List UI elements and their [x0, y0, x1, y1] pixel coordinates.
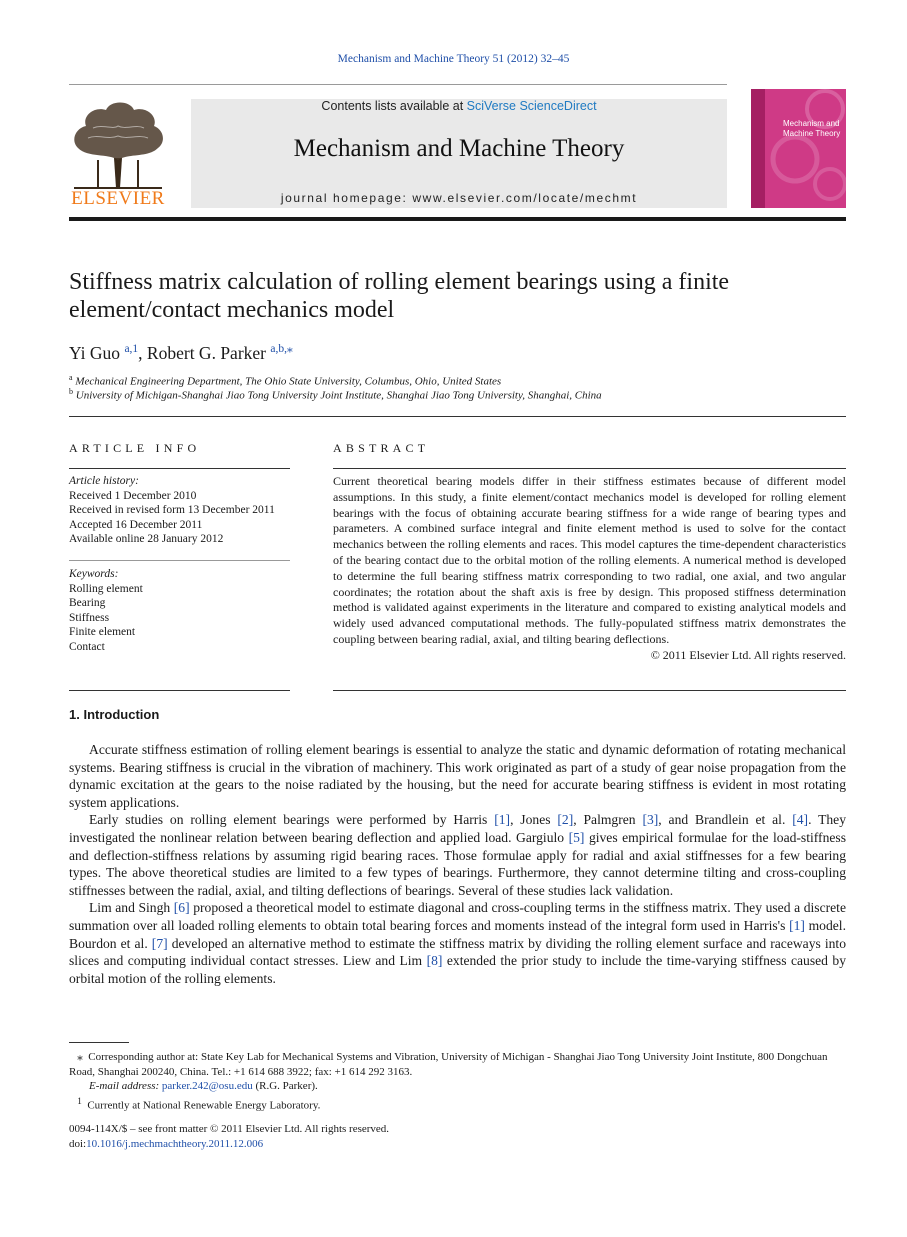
text-run: , and Brandlein et al.	[658, 812, 793, 828]
email-suffix: (R.G. Parker).	[252, 1080, 318, 1092]
affiliation	[69, 373, 501, 388]
citation-link[interactable]: [3]	[642, 812, 659, 828]
keyword: Rolling element	[69, 582, 143, 595]
journal-header	[191, 99, 727, 208]
divider	[69, 416, 846, 417]
paragraph	[69, 899, 846, 987]
abstract-text: Current theoretical bearing models differ in their stiffness estimates because of different model assumptions. In this study, a finite element/contact mechanics model is developed for rolling element bearings with the focus of obtaining accurate bearing stiffness for a wide range of bearing types and parameters. A combined surface integral and finite element method is used to solve for the contact mechanics between the rolling elements and races. This model captures the time-dependent characteristics of the bearing contact due to the orbital motion of the rolling elements. A numerical method is developed to determine the full bearing stiffness matrix corresponding to two radial, one axial, and two angular coordinates; the rotation about the shaft axis is free by design. This proposed stiffness determination method is validated against experiments in the literature and compared to existing analytical models and widely used advanced computational methods. The fully-populated stiffness matrix demonstrates the coupling between bearing radial, axial, and tilting bearing deflections.	[333, 474, 846, 646]
journal-citation[interactable]: Mechanism and Machine Theory 51 (2012) 32–45	[337, 53, 570, 65]
gear-pattern-icon	[765, 89, 846, 208]
article-history	[69, 474, 275, 547]
keyword: Contact	[69, 640, 105, 653]
journal-homepage	[191, 191, 727, 205]
keyword: Bearing	[69, 597, 106, 609]
journal-cover[interactable]	[751, 89, 846, 208]
divider	[69, 690, 290, 691]
footnote-rule	[69, 1042, 129, 1043]
text-run: proposed a theoretical model to estimate diagonal and cross-coupling terms in the stiffness matrix. They used a discrete summation over all loaded rolling elements to obtain total bearing forces and moments instead of the integral form used in Harris's	[69, 900, 846, 933]
affiliation-mark: a	[69, 373, 73, 382]
introduction-body	[69, 741, 846, 987]
history-item: Received 1 December 2010	[69, 489, 197, 502]
history-item: Available online 28 January 2012	[69, 533, 224, 545]
footnote-mark: ⁎	[77, 1051, 83, 1063]
abstract-body	[333, 474, 846, 664]
article-info-heading: ARTICLE INFO	[69, 441, 201, 455]
citation-link[interactable]: [5]	[568, 829, 585, 845]
email-label: E-mail address:	[89, 1080, 160, 1092]
header-thick-rule	[69, 217, 846, 221]
text-run: gives empirical formulae for the load-stiffness and deflection-stiffness relations by assuming rigid bearing races. Those formulae apply for radial and axial stiffnesses for a few bearing types. The above theoretical studies are limited to a few types of bearings. Furthermore, they cannot determine tilting and cross-coupling stiffnesses between the radial, axial, and tilting deflections of bearings. Several of these studies lack validation.	[69, 829, 846, 898]
elsevier-tree-icon	[68, 98, 168, 190]
article-title: Stiffness matrix calculation of rolling element bearings using a finite element/contact mechanics model	[69, 269, 730, 323]
citation-link[interactable]: [2]	[557, 812, 574, 828]
cover-spine	[751, 89, 765, 208]
keyword: Stiffness	[69, 611, 110, 624]
affiliation	[69, 387, 602, 402]
citation-link[interactable]: [1]	[494, 812, 511, 828]
sciverse-link[interactable]: SciVerse ScienceDirect	[466, 99, 597, 113]
history-item: Accepted 16 December 2011	[69, 518, 203, 531]
doi-block	[69, 1122, 389, 1151]
divider	[333, 690, 846, 691]
paragraph	[69, 811, 846, 899]
contents-line	[191, 99, 727, 113]
doi-label: doi:	[69, 1137, 87, 1150]
elsevier-logo[interactable]	[68, 98, 168, 210]
abstract-heading: ABSTRACT	[333, 441, 430, 455]
author-list	[69, 341, 293, 364]
divider	[69, 468, 290, 469]
author-name: Yi Guo	[69, 342, 121, 363]
history-label: Article history:	[69, 475, 139, 487]
keywords-label: Keywords:	[69, 568, 119, 580]
text-run: . They investigated the nonlinear relation between bearing deflection and applied load. Gargiulo	[69, 812, 846, 845]
elsevier-wordmark: ELSEVIER	[71, 188, 165, 209]
footnotes	[69, 1050, 846, 1113]
text-run: developed an alternative method to estimate the stiffness matrix by dividing the rolling element surface and raceways into slices and computing individual contact stresses. Liew and Lim	[69, 935, 846, 969]
abstract-copyright: © 2011 Elsevier Ltd. All rights reserved.	[650, 647, 846, 662]
journal-title: Mechanism and Machine Theory	[293, 135, 625, 162]
homepage-link[interactable]: www.elsevier.com/locate/mechmt	[412, 191, 638, 205]
section-heading: 1. Introduction	[69, 707, 160, 722]
header-rule	[69, 84, 727, 85]
footnote-corresponding	[69, 1050, 846, 1079]
keyword: Finite element	[69, 626, 136, 638]
paragraph: Accurate stiffness estimation of rolling element bearings is essential to analyze the static and dynamic deformation of rotating mechanical systems. Bearing stiffness is crucial in the vibration of machinery. This work originated as part of a study of gear noise propagation from the dynamic excitation at the gears to the noise radiated by the housing, but the need for accurate bearing stiffness is evident in most rotating system applications.	[69, 742, 846, 810]
text-run: , Palmgren	[573, 812, 643, 828]
author-name: Robert G. Parker	[146, 342, 266, 363]
footnote-email	[69, 1079, 846, 1094]
text-run: extended the prior study to include the time-varying stiffness caused by orbital motion of the rolling elements.	[69, 953, 846, 986]
citation-link[interactable]: [8]	[426, 953, 443, 969]
issn-line: 0094-114X/$ – see front matter © 2011 Elsevier Ltd. All rights reserved.	[69, 1123, 390, 1135]
text-run: model. Bourdon et al.	[69, 917, 846, 951]
cover-title: Mechanism and Machine Theory	[783, 119, 841, 138]
email-link[interactable]: parker.242@osu.edu	[161, 1080, 253, 1092]
footnote-text: Currently at National Renewable Energy Laboratory.	[87, 1099, 321, 1112]
doi-line	[69, 1137, 389, 1152]
author-affiliation-marks[interactable]: a,b,⁎	[270, 343, 293, 355]
keywords	[69, 567, 143, 654]
footnote-text: Corresponding author at: State Key Lab for Mechanical Systems and Vibration, University of Michigan - Shanghai Jiao Tong University Joint Institute, 800 Dongchuan Road, Shanghai 200240, China. Tel.: +1 614 688 3922; fax: +1 614 292 3163.	[69, 1051, 828, 1078]
citation-link[interactable]: [7]	[151, 935, 168, 951]
affiliation-text: University of Michigan-Shanghai Jiao Tong University Joint Institute, Shanghai Jiao Tong University, Shanghai, China	[75, 389, 602, 402]
divider	[69, 560, 290, 561]
doi-link[interactable]: 10.1016/j.mechmachtheory.2011.12.006	[86, 1137, 264, 1150]
affiliation-mark: b	[69, 387, 73, 396]
citation-link[interactable]: [6]	[173, 900, 190, 916]
history-item: Received in revised form 13 December 2011	[69, 504, 275, 516]
text-run: Lim and Singh	[89, 900, 174, 916]
footnote-mark: 1	[77, 1095, 82, 1106]
affiliation-text: Mechanical Engineering Department, The Ohio State University, Columbus, Ohio, United States	[75, 375, 502, 388]
citation-link[interactable]: [1]	[789, 917, 805, 933]
author-separator: ,	[138, 342, 147, 363]
text-run: Early studies on rolling element bearings were performed by Harris	[89, 812, 495, 828]
author-affiliation-marks[interactable]: a,1	[124, 343, 139, 355]
citation-link[interactable]: [4]	[792, 812, 809, 828]
homepage-prefix: journal homepage:	[280, 191, 413, 205]
divider	[333, 468, 846, 469]
contents-prefix: Contents lists available at	[321, 99, 467, 113]
text-run: , Jones	[510, 812, 558, 828]
footnote-1	[69, 1094, 846, 1113]
